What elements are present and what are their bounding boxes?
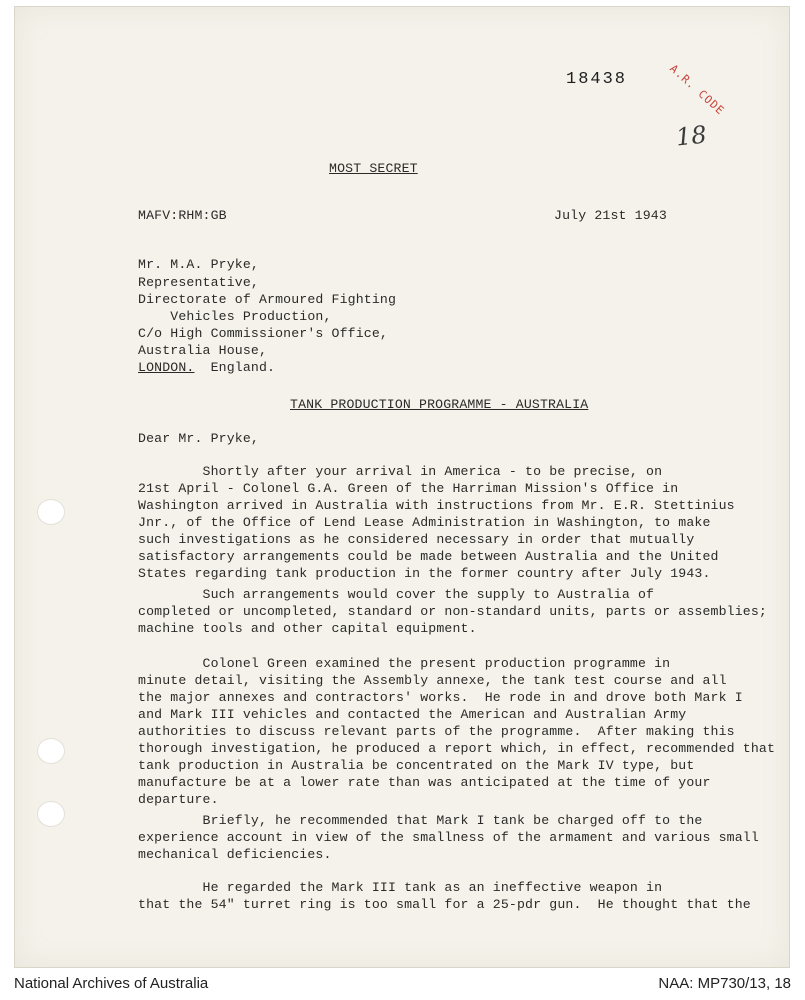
body-line: He regarded the Mark III tank as an ineffective weapon in: [138, 880, 663, 895]
addressee-line: Mr. M.A. Pryke,: [138, 257, 259, 272]
body-line: Colonel Green examined the present production programme in: [138, 656, 671, 671]
body-line: such investigations as he considered necessary in order that mutually: [138, 532, 695, 547]
body-line: Shortly after your arrival in America - to be precise, on: [138, 464, 663, 479]
body-line: thorough investigation, he produced a report which, in effect, recommended that: [138, 741, 776, 756]
subject-heading: TANK PRODUCTION PROGRAMME - AUSTRALIA: [290, 397, 589, 412]
body-line: that the 54" turret ring is too small for a 25-pdr gun. He thought that the: [138, 897, 751, 912]
body-line: Briefly, he recommended that Mark I tank be charged off to the: [138, 813, 703, 828]
addressee-line: Australia House,: [138, 343, 268, 358]
addressee-line: Vehicles Production,: [138, 309, 332, 324]
body-line: manufacture be at a lower rate than was anticipated at the time of your: [138, 775, 711, 790]
body-line: Washington arrived in Australia with instructions from Mr. E.R. Stettinius: [138, 498, 735, 513]
file-reference: MAFV:RHM:GB: [138, 208, 227, 223]
classification-heading: MOST SECRET: [329, 161, 418, 176]
addressee-line: Representative,: [138, 275, 259, 290]
punch-hole: [37, 801, 65, 827]
addressee-city-line: [138, 360, 275, 375]
body-line: authorities to discuss relevant parts of the programme. After making this: [138, 724, 735, 739]
handwritten-folio-number: 18: [674, 120, 708, 152]
footer-archive-name: National Archives of Australia: [14, 975, 209, 992]
body-line: machine tools and other capital equipment.: [138, 621, 477, 636]
body-line: mechanical deficiencies.: [138, 847, 332, 862]
body-line: States regarding tank production in the former country after July 1943.: [138, 566, 711, 581]
addressee-line: C/o High Commissioner's Office,: [138, 326, 388, 341]
body-line: Jnr., of the Office of Lend Lease Administration in Washington, to make: [138, 515, 711, 530]
punch-hole: [37, 499, 65, 525]
body-line: satisfactory arrangements could be made between Australia and the United: [138, 549, 719, 564]
salutation: Dear Mr. Pryke,: [138, 431, 259, 446]
body-line: tank production in Australia be concentrated on the Mark IV type, but: [138, 758, 695, 773]
body-line: Such arrangements would cover the supply to Australia of: [138, 587, 655, 602]
punch-hole: [37, 738, 65, 764]
reference-number: 18438: [566, 70, 628, 89]
body-line: minute detail, visiting the Assembly annexe, the tank test course and all: [138, 673, 727, 688]
body-line: experience account in view of the smallness of the armament and various small: [138, 830, 759, 845]
body-line: 21st April - Colonel G.A. Green of the Harriman Mission's Office in: [138, 481, 679, 496]
letter-date: July 21st 1943: [554, 208, 667, 223]
addressee-line: Directorate of Armoured Fighting: [138, 292, 397, 307]
body-line: departure.: [138, 792, 219, 807]
code-stamp: A.R. CODE: [667, 62, 727, 118]
body-line: the major annexes and contractors' works. He rode in and drove both Mark I: [138, 690, 743, 705]
footer-item-reference: NAA: MP730/13, 18: [658, 975, 791, 992]
address-city: LONDON.: [138, 360, 195, 375]
body-line: completed or uncompleted, standard or non-standard units, parts or assemblies;: [138, 604, 767, 619]
body-line: and Mark III vehicles and contacted the American and Australian Army: [138, 707, 687, 722]
address-country: England.: [210, 360, 276, 375]
